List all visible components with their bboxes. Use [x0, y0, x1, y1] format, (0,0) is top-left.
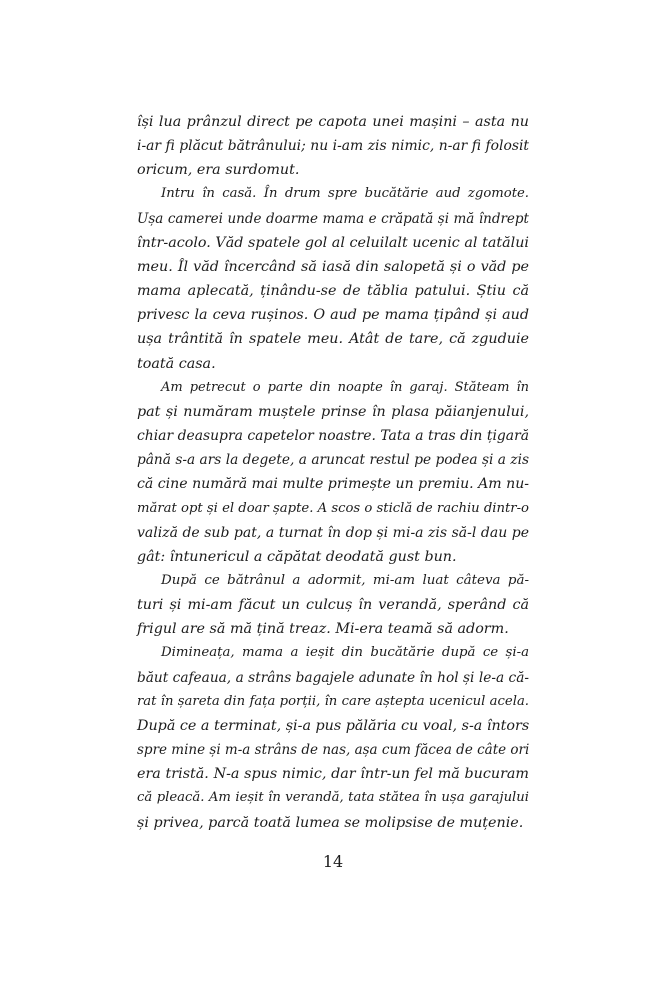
- text-line: gât: întunericul a căpătat deodată gust bun.: [137, 548, 457, 565]
- text-line: privesc la ceva rușinos. O aud pe mama țipând și aud: [137, 307, 529, 324]
- page-number: 14: [322, 852, 344, 871]
- text-line: turi și mi-am făcut un culcuș în verandă, sperând că: [137, 597, 529, 614]
- body-text: [137, 110, 529, 835]
- text-line: Intru în casă. În drum spre bucătărie aud zgomote.: [161, 186, 529, 202]
- text-line: Dimineața, mama a ieșit din bucătărie după ce și-a: [161, 645, 529, 661]
- text-line: i-ar fi plăcut bătrânului; nu i-am zis nimic, n-ar fi folosit: [137, 138, 529, 155]
- text-line: că cine numără mai multe primește un premiu. Am nu-: [137, 476, 530, 493]
- text-line: până s-a ars la degete, a aruncat restul pe podea și a zis: [137, 452, 529, 469]
- text-line: într-acolo. Văd spatele gol al celuilalt ucenic al tatălui: [137, 234, 529, 251]
- text-line: Am petrecut o parte din noapte în garaj. Stăteam în: [161, 379, 529, 395]
- text-line: frigul are să mă țină treaz. Mi-era teamă să adorm.: [137, 621, 509, 638]
- text-line: ușa trântită în spatele meu. Atât de tare, că zguduie: [137, 331, 529, 348]
- text-line: Ușa camerei unde doarme mama e crăpată și mă îndrept: [137, 210, 529, 227]
- text-line: mama aplecată, ținându-se de tăblia patului. Știu că: [137, 283, 529, 300]
- text-line: rat în șareta din fața porții, în care aștepta ucenicul acela.: [137, 693, 529, 709]
- text-line: chiar deasupra capetelor noastre. Tata a tras din țigară: [137, 428, 529, 445]
- text-line: meu. Îl văd încercând să iasă din salopetă și o văd pe: [137, 258, 529, 275]
- text-line: mărat opt și el doar șapte. A scos o sticlă de rachiu dintr-o: [137, 500, 529, 516]
- text-line: că pleacă. Am ieșit în verandă, tata stătea în ușa garajului: [137, 790, 529, 806]
- text-line: După ce bătrânul a adormit, mi-am luat câteva pă-: [161, 572, 529, 588]
- text-line: și privea, parcă toată lumea se molipsise de muțenie.: [137, 814, 524, 831]
- text-line: băut cafeaua, a strâns bagajele adunate în hol și le-a că-: [137, 669, 529, 686]
- text-line: își lua prânzul direct pe capota unei mașini – asta nu: [137, 114, 529, 130]
- text-line: După ce a terminat, și-a pus pălăria cu voal, s-a întors: [137, 717, 530, 734]
- text-line: spre mine și m-a strâns de nas, așa cum făcea de câte ori: [137, 742, 530, 759]
- text-line: era tristă. N-a spus nimic, dar într-un fel mă bucuram: [137, 766, 529, 783]
- text-line: oricum, era surdomut.: [137, 162, 300, 179]
- text-line: pat și număram muștele prinse în plasa păianjenului,: [137, 403, 529, 420]
- text-line: toată casa.: [137, 355, 216, 372]
- text-line: valiză de sub pat, a turnat în dop și mi-a zis să-l dau pe: [137, 524, 529, 541]
